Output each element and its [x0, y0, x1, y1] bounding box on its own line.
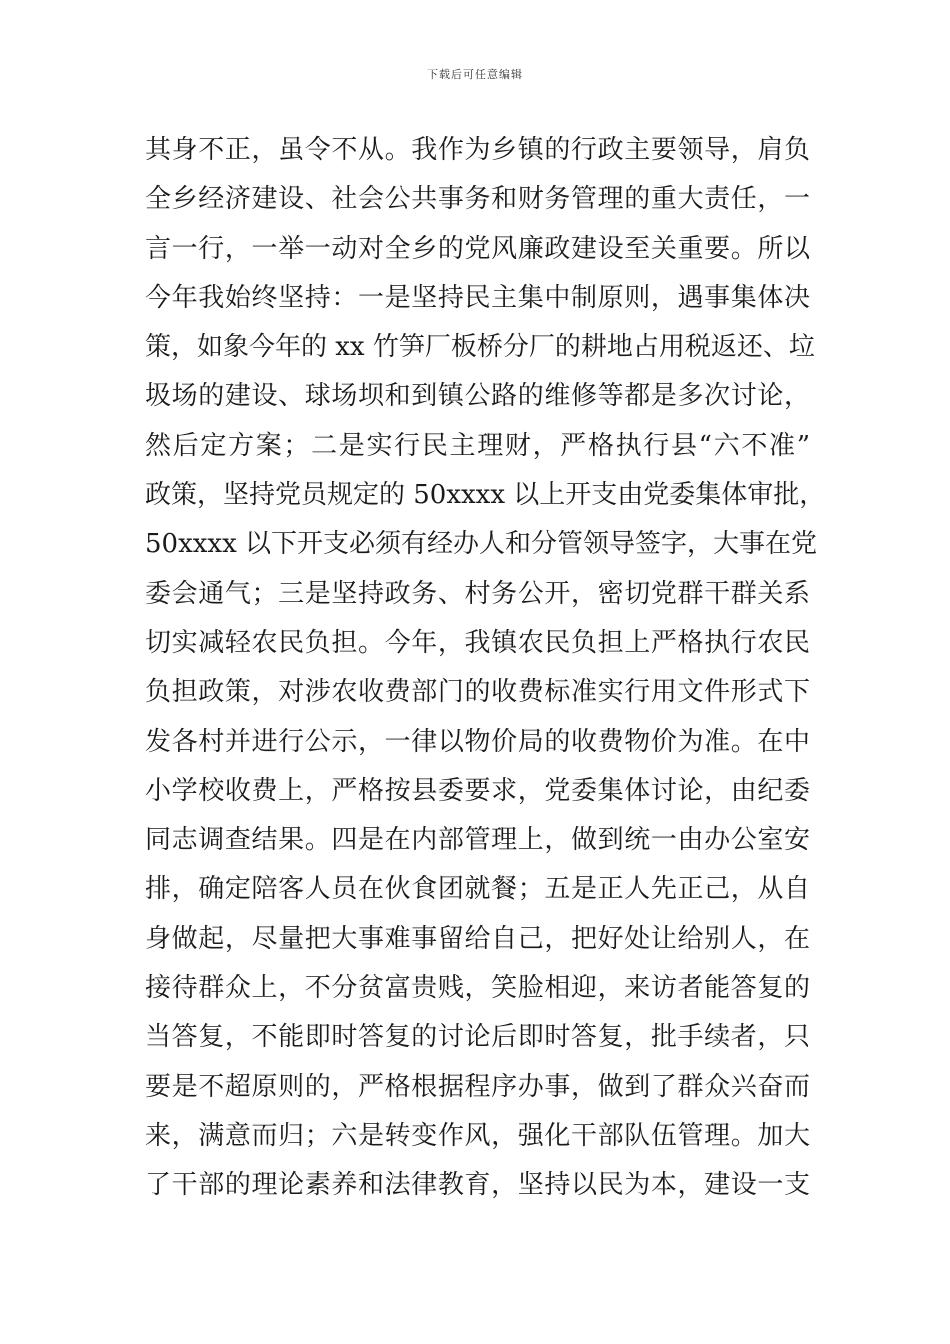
text-line: 排，确定陪客人员在伙食团就餐；五是正人先正己，从自 — [145, 874, 810, 905]
text-line: 同志调查结果。四是在内部管理上，做到统一由办公室安 — [145, 825, 810, 856]
text-line: 其身不正，虽令不从。我作为乡镇的行政主要领导，肩负 — [145, 135, 810, 165]
text-line: 然后定方案；二是实行民主理财，严格执行县“六不准” — [145, 430, 810, 461]
text-line: 政策，坚持党员规定的 50xxxx 以上开支由党委集体审批， — [145, 480, 826, 511]
text-line: 身做起，尽量把大事难事留给自己，把好处让给别人，在 — [145, 923, 810, 954]
text-line: 今年我始终坚持：一是坚持民主集中制原则，遇事集体决 — [145, 282, 810, 313]
page-header-note: 下载后可任意编辑 — [427, 68, 523, 81]
text-line: 小学校收费上，严格按县委要求，党委集体讨论，由纪委 — [145, 775, 810, 806]
text-line: 了干部的理论素养和法律教育，坚持以民为本，建设一支 — [145, 1170, 810, 1201]
document-body — [145, 126, 826, 1211]
text-line: 来，满意而归；六是转变作风，强化干部队伍管理。加大 — [145, 1120, 810, 1151]
text-line: 委会通气；三是坚持政务、村务公开，密切党群干群关系 — [145, 578, 810, 609]
text-line: 策，如象今年的 xx 竹笋厂板桥分厂的耕地占用税返还、垃 — [145, 332, 815, 363]
text-line: 切实减轻农民负担。今年，我镇农民负担上严格执行农民 — [145, 627, 810, 658]
text-line: 接待群众上，不分贫富贵贱，笑脸相迎，来访者能答复的 — [145, 973, 810, 1004]
text-line: 当答复，不能即时答复的讨论后即时答复，批手续者，只 — [145, 1022, 810, 1053]
text-line: 圾场的建设、球场坝和到镇公路的维修等都是多次讨论， — [145, 381, 810, 412]
text-line: 言一行，一举一动对全乡的党风廉政建设至关重要。所以 — [145, 233, 810, 264]
text-line: 50xxxx 以下开支必须有经办人和分管领导签字，大事在党 — [145, 529, 818, 560]
text-line: 全乡经济建设、社会公共事务和财务管理的重大责任，一 — [145, 184, 810, 215]
text-line: 负担政策，对涉农收费部门的收费标准实行用文件形式下 — [145, 677, 810, 708]
text-line: 要是不超原则的，严格根据程序办事，做到了群众兴奋而 — [145, 1071, 810, 1102]
text-line: 发各村并进行公示，一律以物价局的收费物价为准。在中 — [145, 726, 810, 757]
